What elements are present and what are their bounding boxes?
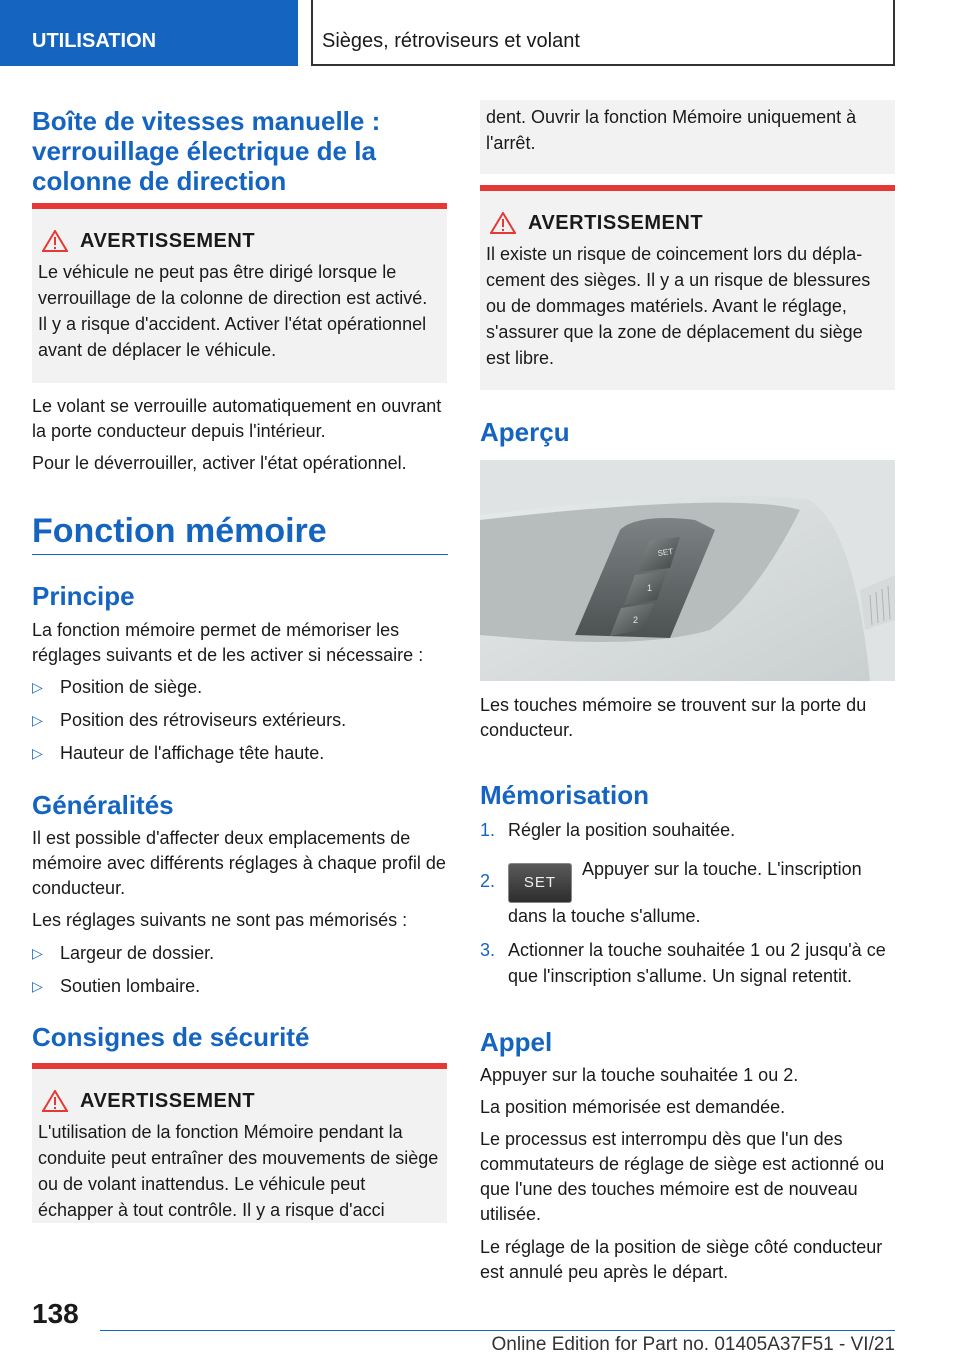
triangle-bullet-icon: ▷ <box>32 712 43 728</box>
general-heading: Généralités <box>32 790 174 820</box>
general-text: Il est possible d'affecter deux emplacements de mémoire avec différents réglages à chaque profil de conducteur. <box>32 828 446 898</box>
recall-heading: Appel <box>480 1027 553 1057</box>
recall-text-4: Le réglage de la position de siège côté conducteur est annulé peu après le départ. <box>480 1237 883 1282</box>
warning-box-memory <box>32 1063 447 1223</box>
page-number: 138 <box>32 1298 79 1329</box>
principle-heading: Principe <box>32 581 135 611</box>
safety-heading: Consignes de sécurité <box>32 1022 310 1052</box>
warning-text: Il existe un risque de coincement lors du déplacement des sièges. Il y a un risque de blessures ou de dommages matériels. Avant le réglage, s'assurer que la zone de déplacement du siège est libre. <box>486 244 871 368</box>
general-text-2: Les réglages suivants ne sont pas mémorisés : <box>32 910 408 930</box>
list-item: ▷ Position des rétroviseurs extérieurs. <box>32 708 448 733</box>
list-item: 3. Actionner la touche souhaitée 1 ou 2 jusqu'à ce que l'inscription s'allume. Un signal retentit. <box>480 940 886 986</box>
recall-text-3: Le processus est interrompu dès que l'un des commutateurs de réglage de siège est actionné ou que l'une des touches mémoire est de nouveau utilisée. <box>480 1129 885 1224</box>
list-item: 2. SETAppuyer sur la touche. L'inscription dans la touche s'allume. <box>480 859 862 926</box>
page-header <box>0 0 960 66</box>
warning-triangle-icon <box>42 230 68 252</box>
edition-note: Online Edition for Part no. 01405A37F51 - VI/21 <box>491 1334 895 1355</box>
steering-lock-heading: Boîte de vitesses manuelle : verrouillage électrique de la colonne de direction <box>32 106 381 196</box>
header-divider <box>311 0 313 66</box>
header-underline <box>311 64 895 66</box>
storing-steps <box>480 817 896 989</box>
warning-text: L'utilisation de la fonction Mémoire pendant la conduite peut entraîner des mouvements de siège ou de volant inattendus. Le véhicule peut échapper à tout contrôle. Il y a risque d'acci <box>38 1122 439 1220</box>
triangle-bullet-icon: ▷ <box>32 745 43 761</box>
photo-caption: Les touches mémoire se trouvent sur la porte du conducteur. <box>480 695 867 740</box>
list-item: 1. Régler la position souhaitée. <box>480 820 736 840</box>
recall-text-1: Appuyer sur la touche souhaitée 1 ou 2. <box>480 1065 799 1085</box>
principle-text: La fonction mémoire permet de mémoriser les réglages suivants et de les activer si nécessaire : <box>32 620 424 665</box>
set-key-icon: SET <box>508 863 572 903</box>
recall-text-2: La position mémorisée est demandée. <box>480 1097 786 1117</box>
warning-box-seat <box>480 185 895 390</box>
list-item: ▷ Position de siège. <box>32 675 448 700</box>
warning-text: dent. Ouvrir la fonction Mémoire uniquement à l'arrêt. <box>486 107 857 153</box>
list-item: ▷ Largeur de dossier. <box>32 941 448 966</box>
warning-triangle-icon <box>42 1090 68 1112</box>
triangle-bullet-icon: ▷ <box>32 978 43 994</box>
door-memory-buttons-photo <box>480 460 895 681</box>
warning-label: AVERTISSEMENT <box>80 230 256 252</box>
memory-2-label: 2 <box>633 615 639 625</box>
not-stored-list <box>32 941 448 999</box>
warning-label: AVERTISSEMENT <box>80 1090 256 1112</box>
warning-label: AVERTISSEMENT <box>528 212 704 234</box>
list-item: ▷ Soutien lombaire. <box>32 974 448 999</box>
overview-heading: Aperçu <box>480 417 570 447</box>
warning-continuation-box <box>480 100 895 174</box>
header-divider-right <box>893 0 895 66</box>
triangle-bullet-icon: ▷ <box>32 945 43 961</box>
footer-rule <box>100 1330 895 1331</box>
warning-text: Le véhicule ne peut pas être dirigé lorsque le verrouillage de la colonne de direction est activé. Il y a risque d'accident. Activer l'état opérationnel avant de déplacer le véhicule. <box>38 262 428 360</box>
paragraph-unlock: Pour le déverrouiller, activer l'état opérationnel. <box>32 453 407 473</box>
list-item: ▷ Hauteur de l'affichage tête haute. <box>32 741 448 766</box>
storing-heading: Mémorisation <box>480 780 650 810</box>
chapter-title: Sièges, rétroviseurs et volant <box>322 30 580 52</box>
warning-box-steering <box>32 203 447 383</box>
set-button-label: SET <box>657 546 674 558</box>
section-tab: UTILISATION <box>0 0 298 66</box>
warning-triangle-icon <box>490 212 516 234</box>
memory-1-label: 1 <box>647 583 653 593</box>
triangle-bullet-icon: ▷ <box>32 679 43 695</box>
paragraph-steering-lock: Le volant se verrouille automatiquement en ouvrant la porte conducteur depuis l'intérieur. <box>32 396 442 441</box>
heading-rule <box>32 554 448 555</box>
principle-list <box>32 675 448 766</box>
memory-function-heading: Fonction mémoire <box>32 512 327 550</box>
